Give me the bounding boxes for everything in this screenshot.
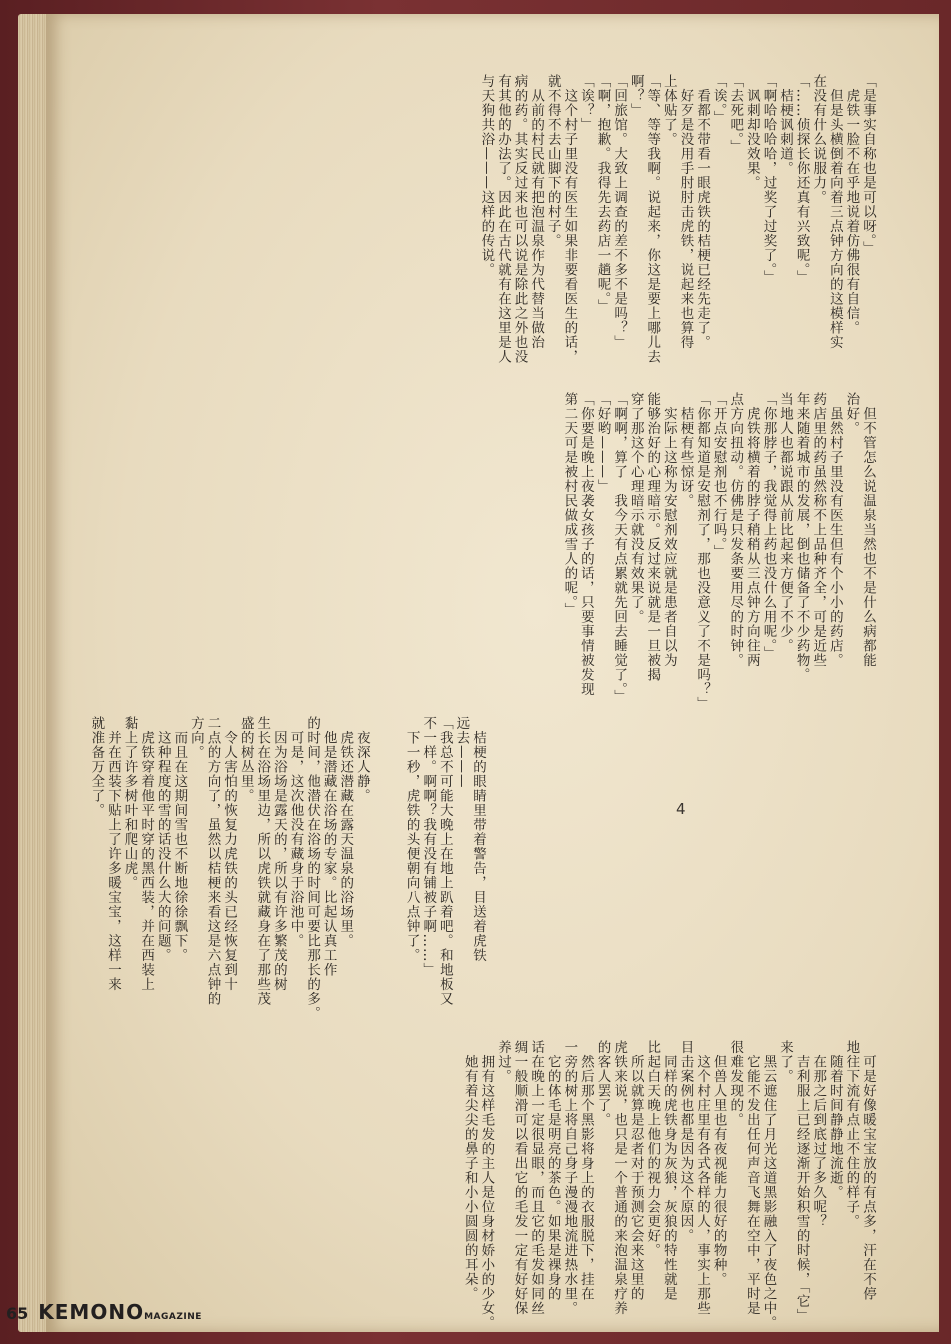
text-line: 「好哟———」 — [594, 392, 611, 494]
text-line: 桔梗的眼睛里带着警告，目送着虎铁 — [470, 716, 486, 963]
text-line: 「等、等等我啊。说起来，你这是要上哪儿去 — [644, 74, 661, 364]
text-line: 「回旅馆。大致上调查的差不多不是吗？」 — [611, 74, 628, 350]
text-line: 「你要是晚上夜袭女孩子的话，只要事情被发现 — [577, 392, 594, 697]
text-line: 而且在这期间雪也不断地徐徐飘下。 — [171, 716, 188, 963]
text-line: 药店里的药虽然称不上品种齐全，可是近些 — [810, 392, 827, 668]
text-line: 但兽人里也有夜视能力很好的物种。 — [710, 1040, 727, 1287]
text-line: 吉利服上已经逐渐开始积雪的时候，「它」 — [793, 1040, 810, 1324]
text-line: 好歹是没用手肘肘击虎铁，说起来也算得 — [677, 74, 694, 350]
text-line: 上体贴了。 — [660, 74, 677, 147]
text-line: 这种程度的雪的话没什么大的问题。 — [154, 716, 171, 963]
text-line: 她有着尖尖的鼻子和小小圆圆的耳朵。 — [461, 1040, 478, 1301]
text-line: 因为浴场是露天的，所以有许多繁茂的树 — [270, 716, 287, 992]
text-line: 它能不发出任何声音飞舞在空中，平时是 — [743, 1040, 760, 1316]
text-line: 与天狗共浴———这样的传说。 — [478, 74, 495, 277]
text-line: 啊？」 — [627, 74, 644, 118]
text-line: 一旁的树上将自己身子漫漫地流进热水里。 — [561, 1040, 578, 1316]
text-block-lower-right — [88, 716, 486, 1256]
text-line: 的客人罢了。 — [594, 1040, 611, 1127]
text-line: 讽刺却没效果。 — [743, 74, 760, 190]
text-line: 「啊啊，算了 我今天有点累就先回去睡觉了。」 — [611, 392, 628, 705]
text-line: 「你那脖子，我觉得上药也没什么用呢。」 — [760, 392, 777, 661]
text-line: 并在西装下贴上了许多暖宝宝，这样一来 — [104, 716, 121, 992]
text-line: 在那之后到底过了多久呢？ — [810, 1040, 827, 1229]
text-line: 下一秒，虎铁的头便朝向八点钟了。 — [403, 716, 420, 963]
text-block-upper-right — [478, 74, 876, 374]
text-line: 绸一般顺滑可以看出它的毛发一定有好好保 — [511, 1040, 528, 1316]
text-line: 黏上了许多树叶和爬山虎。 — [121, 716, 138, 890]
text-line: 可是，这次他没有藏身于浴池中。 — [287, 716, 304, 948]
text-line: 虎铁一脸不在乎地说着仿佛很有自信。 — [843, 74, 860, 335]
text-line: 第二天可是被村民做成雪人的呢。」 — [561, 392, 578, 618]
text-line: 所以就算是忍者对于预测它会来这里的 — [627, 1040, 644, 1301]
text-line: 虎铁将横着的脖子稍稍从三点钟方向往两 — [743, 392, 760, 668]
text-line: 话在晚上一定很显眼，而且它的毛发如同丝 — [528, 1040, 545, 1316]
text-line: 但是头横倒着向着三点钟方向的这模样实 — [826, 74, 843, 350]
text-line: 他是潜藏在浴场的专家。比起认真工作 — [320, 716, 337, 977]
text-line: 比起白天晚上他们的视力会更好。 — [644, 1040, 661, 1258]
text-line: 当地人也都说跟从前比起来方便了不少。 — [777, 392, 794, 653]
text-line: 的时间，他潜伏在浴场的时间可要比那长的多。 — [304, 716, 321, 1021]
text-line: 这个村子里没有医生如果非要看医生的话， — [561, 74, 578, 364]
text-line: 虎铁穿着他平时穿的黑西装，并在西装上 — [138, 716, 155, 992]
text-line: 虎铁来说，也只是一个普通的来泡温泉疗养 — [611, 1040, 628, 1316]
text-line: 看都不带看一眼虎铁的桔梗已经先走了。 — [694, 74, 711, 350]
text-line: 点方向扭动。仿佛是只发条要用尽的时钟。 — [727, 392, 744, 668]
text-line: 虽然村子里没有医生但有个小小的药店。 — [826, 392, 843, 668]
text-line: 实际上这称为安慰剂效应就是患者自以为 — [660, 392, 677, 668]
text-line: 养过。 — [494, 1040, 511, 1084]
text-line: 黑云遮住了月光这道黑影融入了夜色之中。 — [760, 1040, 777, 1330]
text-line: 「开点安慰剂也不行吗。」 — [710, 392, 727, 560]
text-line: 方向。 — [187, 716, 204, 760]
text-line: 令人害怕的恢复力虎铁的头已经恢复到十 — [221, 716, 238, 992]
page-number: 65 — [6, 1304, 29, 1323]
text-line: 远去——— — [453, 716, 470, 789]
text-line: 来了。 — [777, 1040, 794, 1084]
text-line: 治好。 — [843, 392, 860, 436]
text-line: 「你都知道是安慰剂了，那也没意义了不是吗？」 — [694, 392, 711, 711]
text-line: 拥有这样毛发的主人是位身材娇小的少女。 — [478, 1040, 495, 1330]
text-line: 有其他的办法了。因此在古代就有在这里是人 — [494, 74, 511, 364]
text-line: 「去死吧。」 — [727, 74, 744, 155]
text-line: 目击案例也都是因为这个原因。 — [677, 1040, 694, 1243]
text-line: 就准备万全了。 — [88, 716, 105, 818]
text-line: 「是事实自称也是可以呀。」 — [860, 74, 876, 256]
text-line: 不一样。啊啊？我有没有铺被子啊……」 — [420, 716, 437, 977]
text-line: 从前的村民就有把泡温泉作为代替当做治 — [528, 74, 545, 350]
text-line: 在没有什么说服力。 — [810, 74, 827, 205]
text-line: 夜深人静。 — [353, 716, 370, 803]
text-line: 二点的方向了，虽然以桔梗来看这是六点钟的 — [204, 716, 221, 1006]
text-line: 能够治好的心理暗示。反过来说就是一旦被揭 — [644, 392, 661, 682]
text-block-upper-left — [561, 392, 876, 1062]
text-line: 「啊，抱歉。我得先去药店一趟呢。」 — [594, 74, 611, 314]
text-line: 地往下流有点止不住的样子。 — [843, 1040, 860, 1229]
text-line: 「诶？」 — [577, 74, 594, 132]
text-line: 生长在浴场里边，所以虎铁就藏身在了那些茂 — [254, 716, 271, 1006]
text-line: 桔梗有些惊讶。 — [677, 392, 694, 508]
text-line: 就不得不去山脚下的村子。 — [544, 74, 561, 248]
text-line: 同样的虎铁身为灰狼，灰狼的特性就是 — [660, 1040, 677, 1301]
text-line: 可是好像暖宝宝放的有点多，汗在不停 — [860, 1040, 876, 1301]
text-line: 但不管怎么说温泉当然也不是什么病都能 — [860, 392, 876, 668]
text-line: 虎铁还潜藏在露天温泉的浴场里。 — [337, 716, 354, 948]
section-number: 4 — [676, 800, 686, 818]
page-footer — [6, 1300, 202, 1324]
brand-name: KEMONO — [38, 1300, 145, 1324]
text-line: 很难发现的。 — [727, 1040, 744, 1127]
text-line — [370, 716, 387, 1256]
text-line — [386, 716, 403, 1256]
text-line: 盛的树丛里。 — [237, 716, 254, 803]
text-line: 「诶。」 — [710, 74, 727, 126]
text-line: 病的药。其实反过来也可以说是除此之外也没 — [511, 74, 528, 364]
text-line: 「啊哈哈哈哈，过奖了过奖了。」 — [760, 74, 777, 285]
text-line: 穿了那这个心理暗示就没有效果了。 — [627, 392, 644, 624]
text-block-lower-left — [461, 1040, 876, 1330]
text-line: 随着时间静静地流逝。 — [826, 1040, 843, 1200]
text-line: 「……侦探长你还真有兴致呢。」 — [793, 74, 810, 285]
text-line: 这个村庄里有各式各样的人，事实上那些 — [694, 1040, 711, 1316]
text-line: 年来随着城市的发展，倒也储备了不少药物。 — [793, 392, 810, 682]
magazine-logo — [38, 1300, 202, 1324]
text-line: 然后那个黑影将身上的衣服脱下，挂在 — [577, 1040, 594, 1301]
text-line: 桔梗讽刺道。 — [777, 74, 794, 176]
text-line: 「我总不可能大晚上在地上趴着吧。和地板又 — [436, 716, 453, 1006]
text-line: 它的体毛是明亮的茶色。如果是裸身的 — [544, 1040, 561, 1301]
brand-sub: MAGAZINE — [144, 1312, 202, 1322]
